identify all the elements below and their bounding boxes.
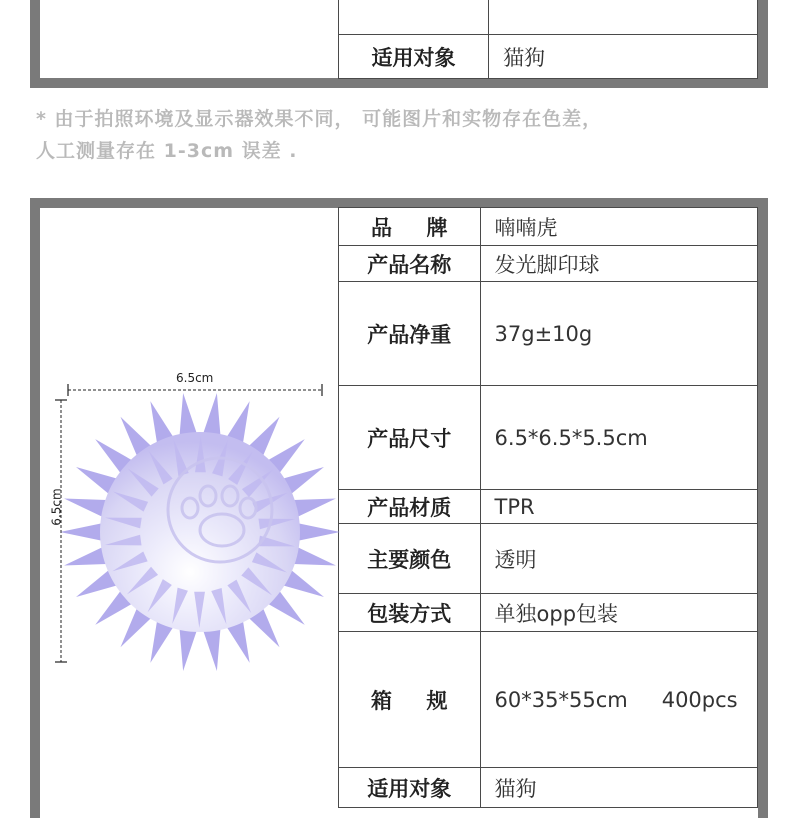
spec-value-brand: 喃喃虎: [480, 208, 757, 246]
spec-value-weight: 37g±10g: [480, 282, 757, 386]
spec-attr-box: 箱 规: [339, 632, 481, 768]
spec-attr-target: 适用对象: [339, 35, 489, 79]
spec-attr-name: 产品名称: [339, 246, 481, 282]
spec-value-color: 透明: [480, 524, 757, 594]
spec-value-material: TPR: [480, 490, 757, 524]
spec-attr-package: 包装方式: [339, 594, 481, 632]
disclaimer-line-1: * 由于拍照环境及显示器效果不同， 可能图片和实物存在色差，: [36, 108, 603, 130]
spec-attr-weight: 产品净重: [339, 282, 481, 386]
height-dimension-label: 6.5cm: [49, 488, 64, 526]
spec-value-target: 猫狗: [489, 35, 758, 79]
spec-attr-color: 主要颜色: [339, 524, 481, 594]
box-quantity: 400pcs: [661, 687, 738, 712]
spec-value-package: 单独opp包装: [480, 594, 757, 632]
spec-value-target: 猫狗: [480, 768, 757, 808]
spec-attr-brand: 品 牌: [339, 208, 481, 246]
spec-attr-size: 产品尺寸: [339, 386, 481, 490]
spec-value-size: 6.5*6.5*5.5cm: [480, 386, 757, 490]
spec-attr-target: 适用对象: [339, 768, 481, 808]
spec-attr-material: 产品材质: [339, 490, 481, 524]
disclaimer-line-2: 人工测量存在 1-3cm 误差 .: [36, 140, 298, 162]
width-dimension-label: 6.5cm: [176, 371, 214, 385]
box-dimensions: 60*35*55cm: [494, 687, 628, 712]
spec-value-name: 发光脚印球: [480, 246, 757, 282]
